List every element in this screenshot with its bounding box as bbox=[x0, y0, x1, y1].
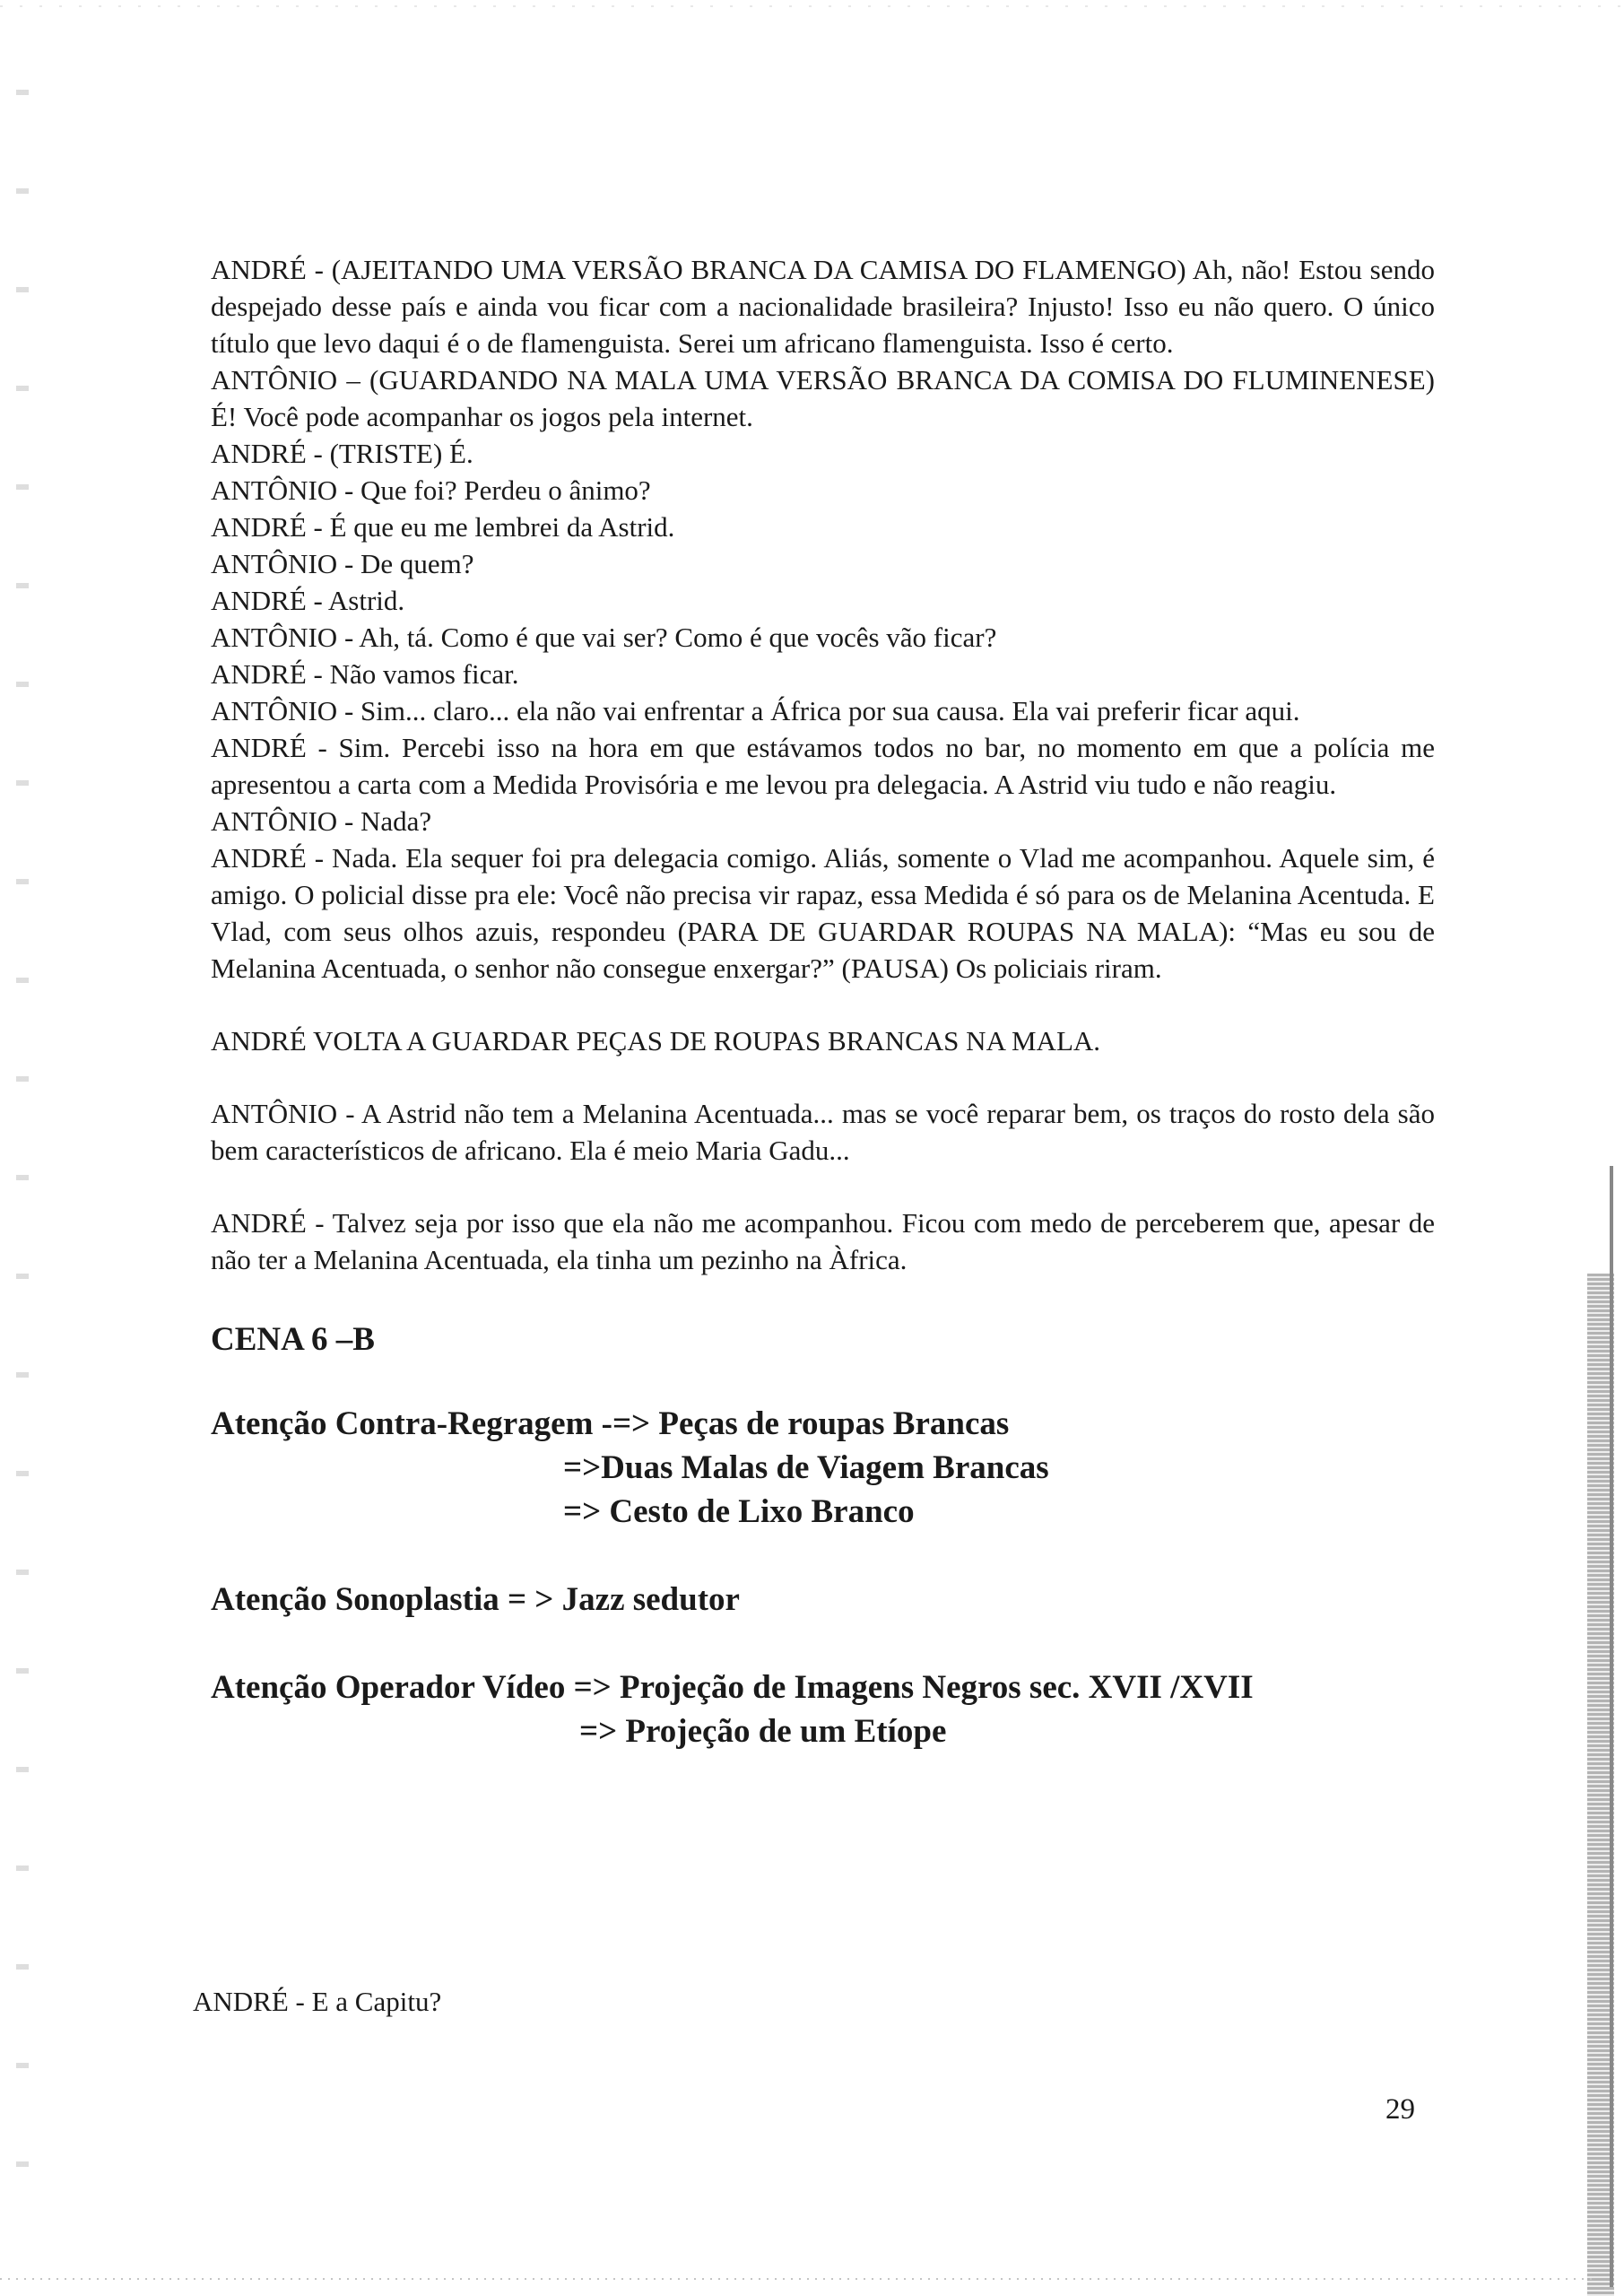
note-contra-regragem: =>Duas Malas de Viagem Brancas bbox=[563, 1449, 1049, 1486]
dialogue-line: ANDRÉ - (AJEITANDO UMA VERSÃO BRANCA DA CAMISA DO FLAMENGO) Ah, não! Estou sendo despejado desse país e ainda vou ficar com a nacionalidade brasileira? Injusto! Isso eu não quero. O único título que levo daqui é o de flamenguista. Serei um africano flamenguista. Isso é certo. bbox=[211, 254, 1435, 359]
dialogue-block bbox=[211, 1095, 1435, 1169]
dialogue-line: ANDRÉ - E a Capitu? bbox=[193, 1986, 442, 2017]
dialogue-line: ANTÔNIO - Que foi? Perdeu o ânimo? bbox=[211, 474, 651, 506]
dialogue-line: ANDRÉ - (TRISTE) É. bbox=[211, 438, 473, 469]
script-content bbox=[211, 251, 1435, 1753]
note-sonoplastia: Atenção Sonoplastia = > Jazz sedutor bbox=[211, 1581, 740, 1618]
note-video: => Projeção de um Etíope bbox=[579, 1713, 947, 1750]
dialogue-line: ANDRÉ - Nada. Ela sequer foi pra delegacia comigo. Aliás, somente o Vlad me acompanhou. Aquele sim, é amigo. O policial disse pra ele: Você não precisa vir rapaz, essa Medida é só para os de Melanina Acentuda. E Vlad, com seus olhos azuis, respondeu (PARA DE GUARDAR ROUPAS NA MALA): “Mas eu sou de Melanina Acentuada, o senhor não consegue enxergar?” (PAUSA) Os policiais riram. bbox=[211, 842, 1435, 984]
dialogue-line: ANTÔNIO - Nada? bbox=[211, 805, 432, 837]
dialogue-line: ANTÔNIO – (GUARDANDO NA MALA UMA VERSÃO BRANCA DA COMISA DO FLUMINENESE) É! Você pode acompanhar os jogos pela internet. bbox=[211, 364, 1435, 432]
page-number: 29 bbox=[1385, 2093, 1415, 2126]
scan-artifact-bottom bbox=[0, 2278, 1596, 2280]
dialogue-line: ANDRÉ - Talvez seja por isso que ela não me acompanhou. Ficou com medo de perceberem que, apesar de não ter a Melanina Acentuada, ela tinha um pezinho na Àfrica. bbox=[211, 1207, 1435, 1275]
dialogue-block bbox=[211, 1205, 1435, 1278]
dialogue-line: ANTÔNIO - Sim... claro... ela não vai enfrentar a África por sua causa. Ela vai preferir ficar aqui. bbox=[211, 695, 1300, 726]
dialogue-line: ANDRÉ - É que eu me lembrei da Astrid. bbox=[211, 511, 675, 543]
scene-title: CENA 6 –B bbox=[211, 1321, 375, 1358]
dialogue-block bbox=[211, 251, 1435, 987]
dialogue-line: ANTÔNIO - Ah, tá. Como é que vai ser? Como é que vocês vão ficar? bbox=[211, 622, 997, 653]
stage-direction: ANDRÉ VOLTA A GUARDAR PEÇAS DE ROUPAS BRANCAS NA MALA. bbox=[211, 1025, 1101, 1057]
dialogue-line: ANDRÉ - Astrid. bbox=[211, 585, 405, 616]
note-contra-regragem: => Cesto de Lixo Branco bbox=[563, 1493, 915, 1530]
dialogue-line: ANTÔNIO - De quem? bbox=[211, 548, 474, 579]
scan-artifact-left bbox=[16, 54, 29, 2260]
note-contra-regragem: Atenção Contra-Regragem -=> Peças de roupas Brancas bbox=[211, 1405, 1010, 1442]
dialogue-line: ANDRÉ - Sim. Percebi isso na hora em que estávamos todos no bar, no momento em que a polícia me apresentou a carta com a Medida Provisória e me levou pra delegacia. A Astrid viu tudo e não reagiu. bbox=[211, 732, 1435, 800]
scan-artifact-right-edge bbox=[1610, 1166, 1613, 2287]
note-video: Atenção Operador Vídeo => Projeção de Imagens Negros sec. XVII /XVII bbox=[211, 1669, 1254, 1706]
dialogue-line: ANDRÉ - Não vamos ficar. bbox=[211, 658, 519, 690]
scan-artifact-top bbox=[0, 5, 1624, 7]
dialogue-line: ANTÔNIO - A Astrid não tem a Melanina Acentuada... mas se você reparar bem, os traços do rosto dela são bem característicos de africano. Ela é meio Maria Gadu... bbox=[211, 1098, 1435, 1166]
production-notes bbox=[211, 1402, 1435, 1753]
